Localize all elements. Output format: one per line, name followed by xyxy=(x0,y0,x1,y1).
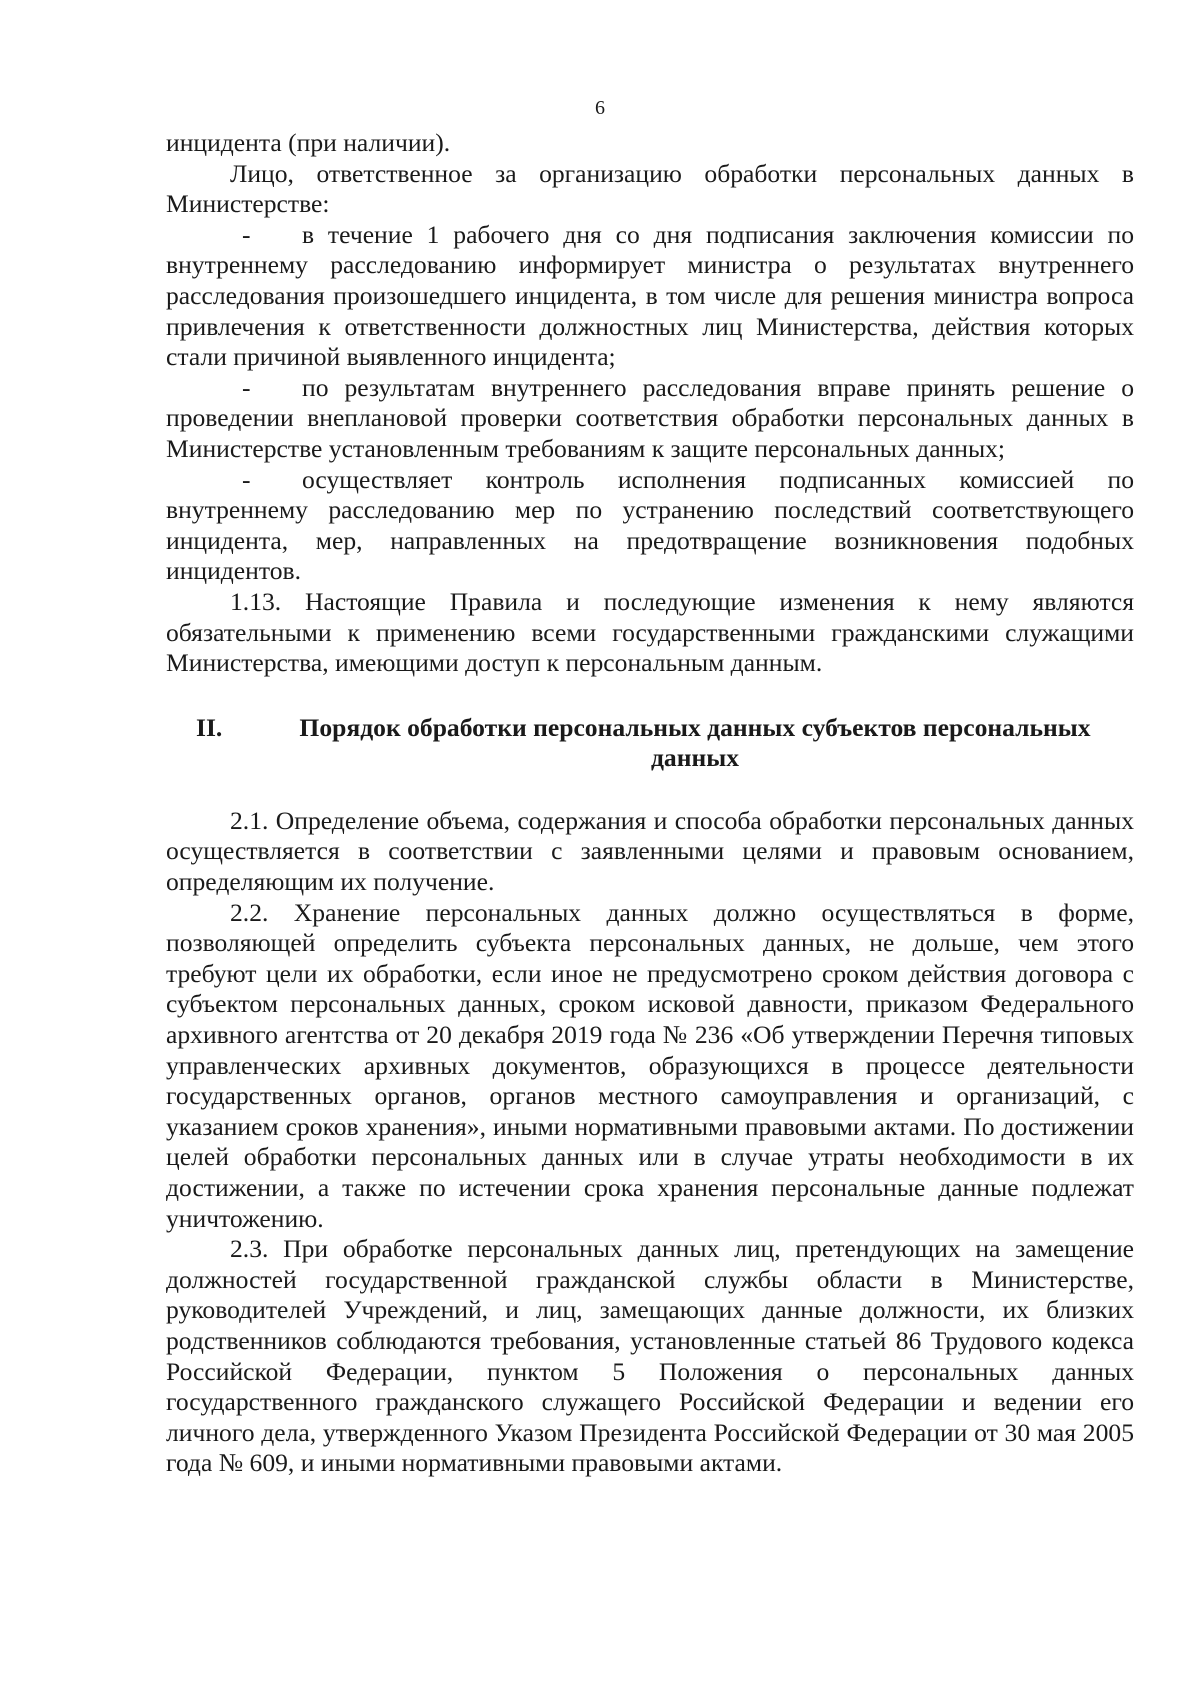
spacer xyxy=(166,774,1134,806)
paragraph-1-13: 1.13. Настоящие Правила и последующие изменения к нему являются обязательными к применению всеми государственными гражданскими служащими Министерства, имеющими доступ к персональным данным. xyxy=(166,586,1134,678)
section-heading xyxy=(166,713,1134,774)
paragraph-responsible-person: Лицо, ответственное за организацию обработки персональных данных в Министерстве: xyxy=(166,158,1134,219)
list-item xyxy=(166,373,1134,465)
page-number: 6 xyxy=(595,97,605,119)
document-body xyxy=(166,128,1134,1479)
list-dash: - xyxy=(242,372,251,402)
list-item xyxy=(166,220,1134,373)
list-item-text: осуществляет контроль исполнения подписанных комиссией по внутреннему расследованию мер по устранению последствий соответствующего инцидента, мер, направленных на предотвращение возникновения подобных инцидентов. xyxy=(166,464,1134,586)
paragraph-2-1: 2.1. Определение объема, содержания и способа обработки персональных данных осуществляется в соответствии с заявленными целями и правовым основанием, определяющим их получение. xyxy=(166,805,1134,897)
paragraph-2-3: 2.3. При обработке персональных данных лиц, претендующих на замещение должностей государственной гражданской службы области в Министерстве, руководителей Учреждений, и лиц, замещающих данные должности, их близких родственников соблюдаются требования, установленные статьей 86 Трудового кодекса Российской Федерации, пунктом 5 Положения о персональных данных государственного гражданского служащего Российской Федерации и ведении его личного дела, утвержденного Указом Президента Российской Федерации от 30 мая 2005 года № 609, и иными нормативными правовыми актами. xyxy=(166,1234,1134,1478)
section-title: Порядок обработки персональных данных субъектов персональных данных xyxy=(299,712,1091,773)
section-number: II. xyxy=(196,712,223,742)
paragraph-2-2: 2.2. Хранение персональных данных должно осуществляться в форме, позволяющей определить субъекта персональных данных, не дольше, чем этого требуют цели их обработки, если иное не предусмотрено сроком действия договора с субъектом персональных данных, сроком исковой давности, приказом Федерального архивного агентства от 20 декабря 2019 года № 236 «Об утверждении Перечня типовых управленческих архивных документов, образующихся в процессе деятельности государственных органов, органов местного самоуправления и организаций, с указанием сроков хранения», иными нормативными правовыми актами. По достижении целей обработки персональных данных или в случае утраты необходимости в их достижении, а также по истечении срока хранения персональные данные подлежат уничтожению. xyxy=(166,897,1134,1233)
list-item-text: в течение 1 рабочего дня со дня подписания заключения комиссии по внутреннему расследованию информирует министра о результатах внутреннего расследования произошедшего инцидента, в том числе для решения министра вопроса привлечения к ответственности должностных лиц Министерства, действия которых стали причиной выявленного инцидента; xyxy=(166,219,1134,372)
list-item-text: по результатам внутреннего расследования вправе принять решение о проведении внеплановой проверки соответствия обработки персональных данных в Министерстве установленным требованиям к защите персональных данных; xyxy=(166,372,1134,463)
list-dash: - xyxy=(242,464,251,494)
list-item xyxy=(166,465,1134,587)
paragraph-continuation: инцидента (при наличии). xyxy=(166,128,451,157)
list-dash: - xyxy=(242,219,251,249)
